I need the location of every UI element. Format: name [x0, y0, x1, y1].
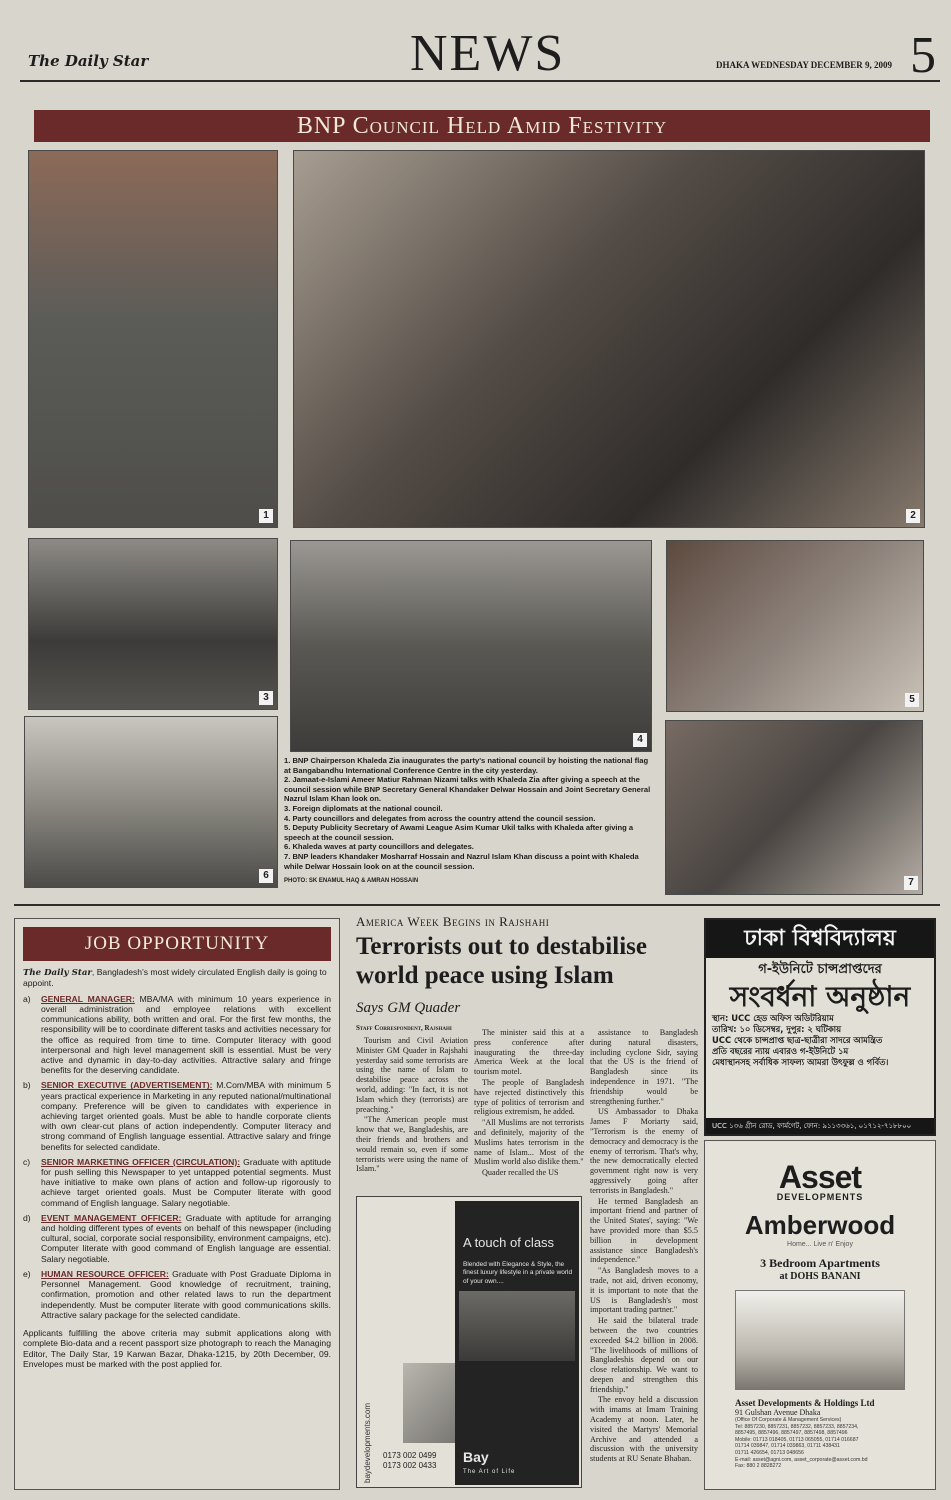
job-ad-intro — [23, 967, 331, 989]
du-ad-subtitle: গ-ইউনিটে চান্সপ্রাপ্তদের — [758, 962, 882, 977]
photo-flag-hoisting — [28, 150, 278, 528]
asset-company: Asset Developments & Holdings Ltd — [735, 1398, 875, 1408]
bay-interior-image — [459, 1291, 575, 1361]
article-headline: Terrorists out to destabilise world peace using Islam — [356, 933, 647, 989]
job-item-key: c) — [23, 1156, 31, 1167]
du-ad-footer: UCC ১৩৬ গ্রীন রোড, ফার্মগেট, ফোন: ৯১১৩৩৬১, ০১৭১২-৭১৮৮০০ — [706, 1118, 934, 1134]
section-divider — [14, 904, 940, 906]
bay-slogan: The Art of Life — [463, 1469, 516, 1475]
asset-contact-line: 8857495, 8857496, 8857497, 8857498, 8857496 — [735, 1430, 848, 1437]
job-role: EVENT MANAGEMENT OFFICER: — [41, 1212, 182, 1223]
article-paragraph: The minister said this at a press conference after inaugurating the three-day America Week at the local tourism motel. — [474, 1028, 584, 1077]
bay-headline: A touch of class — [463, 1235, 555, 1250]
asset-contact — [705, 1417, 935, 1470]
job-ad-footer: Applicants fulfilling the above criteria may submit applications along with complete Bio-data and a recent passport size photograph to reach the Managing Editor, The Daily Star, 19 Karwan Bazar, Dhaka-1215, by 20th December, 09. Envelopes must be marked with the post applied for. — [23, 1327, 331, 1370]
photo-diplomats — [28, 538, 278, 710]
photo-number: 1 — [259, 509, 273, 523]
article-paragraph: "The American people must know that we, Bangladeshis, are their friends and brothers and would remain so, even if some terrorists were using the name of Islam." — [356, 1115, 468, 1174]
photo-feature-banner: BNP Council Held Amid Festivity — [34, 110, 930, 142]
job-item-key: b) — [23, 1080, 31, 1091]
photo-number: 7 — [904, 876, 918, 890]
asset-contact-line: Tel: 8857230, 8857231, 8857232, 8857233, 8857234, — [735, 1423, 859, 1430]
job-ad-brand: The Daily Star — [23, 968, 92, 978]
job-description: Graduate with Post Graduate Diploma in Personnel Management. Good knowledge of recruitment, training, confirmation, promotion and other related laws to run the department independently. Must be computer literate with good communications skills. Attractive salary package for the selected candidate. — [41, 1268, 331, 1320]
photo-khaleda-waves — [24, 716, 278, 888]
photo-captions — [284, 756, 652, 887]
caption: 6. Khaleda waves at party councillors and delegates. — [284, 842, 474, 852]
job-role: HUMAN RESOURCE OFFICER: — [41, 1268, 169, 1279]
ucc-admission-ad — [704, 918, 936, 1136]
asset-contact-line: E-mail: asset@agni.com, asset_corporate@asset.com.bd — [735, 1456, 868, 1463]
photo-number: 6 — [259, 869, 273, 883]
bay-phones — [383, 1451, 436, 1471]
article-paragraph: US Ambassador to Dhaka James F Moriarty said, "Terrorism is the enemy of democracy and democracy is the enemy of terrorism. That's why, the new democratically elected government right now is very aggressively going after terrorists in Bangladesh." — [590, 1107, 698, 1195]
job-item-key: d) — [23, 1212, 31, 1223]
article-paragraph: "As Bangladesh moves to a trade, not aid, driven economy, it is important to note that the US is Bangladesh's most important trading partner." — [590, 1266, 698, 1315]
job-item — [23, 1080, 331, 1151]
article-paragraph: Quader recalled the US — [482, 1168, 559, 1178]
article-kicker: America Week Begins in Rajshahi — [356, 914, 550, 929]
article-subhead: Says GM Quader — [356, 1000, 461, 1016]
du-ad-line: মেধাস্থানসহ সর্বাধিক সাফল্য আমরা উৎফুল্ল ও গর্বিত। — [712, 1057, 889, 1067]
job-opportunity-ad — [14, 918, 340, 1490]
job-item — [23, 994, 331, 1076]
apartment-location: at DOHS BANANI — [779, 1271, 861, 1282]
article-paragraph: The envoy held a discussion with imams at Imam Training Academy at noon. Later, he visited the Martyrs' Memorial Archive and attended a discussion with the university students at RU Senate Bhaban. — [590, 1395, 698, 1464]
du-ad-details — [706, 1013, 934, 1068]
photo-leaders-discuss — [665, 720, 923, 895]
asset-contact-line: Fax: 880 2 8828272 — [735, 1463, 782, 1470]
article-column-3 — [590, 1028, 698, 1488]
article-paragraph: The people of Bangladesh have rejected distinctively this type of politics of terrorism and religious extremism, he added. — [474, 1077, 584, 1117]
bay-tagline: Blended with Elegance & Style, the finest luxury lifestyle in a private world of your own.... — [463, 1261, 573, 1285]
du-ad-line: প্রতি বছরের ন্যায় এবারও গ-ইউনিটে ১ম — [712, 1046, 849, 1056]
asset-logo: Asset — [778, 1159, 862, 1195]
caption: 4. Party councillors and delegates from across the country attend the council session. — [284, 813, 596, 823]
asset-contact-line: (Office Of Corporate & Management Services) — [735, 1417, 842, 1423]
caption: 5. Deputy Publicity Secretary of Awami League Asim Kumar Ukil talks with Khaleda after giving a speech at the council session. — [284, 823, 634, 842]
bay-logo: Bay — [463, 1449, 489, 1465]
job-item — [23, 1213, 331, 1264]
bay-phone: 0173 002 0499 — [383, 1451, 437, 1460]
article-paragraph: "All Muslims are not terrorists and definitely, majority of the Muslims hates terrorism in the name of Islam... Most of the Muslim world also dislike them." — [474, 1118, 584, 1167]
job-ad-intro-text: , Bangladesh's most widely circulated English daily is going to appoint. — [23, 967, 327, 989]
job-role: SENIOR EXECUTIVE (ADVERTISEMENT): — [41, 1080, 213, 1091]
article-paragraph: He said the bilateral trade between the two countries exceeded $4.2 billion in 2008. "The livelihoods of millions of Bangladeshis depend on our close relationship. We want to deepen and strengthen this friendship." — [590, 1316, 698, 1394]
job-description: M.Com/MBA with minimum 5 years practical experience in Marketing in any reputed national/multinational company. Preference will be given to candidates with experience in achieving target oriented goals. Must be able to handle corporate clients with own clear-cut plans of action independently. Computer literacy and strong command of English language essential. Attractive salary and fringe benefits for selected candidate. — [41, 1080, 331, 1152]
caption: 3. Foreign diplomats at the national council. — [284, 803, 443, 813]
asset-contact-line: 01711 426654, 01713 048656 — [735, 1449, 804, 1456]
job-description: Graduate with aptitude for push selling this Newspaper to yet untapped potential segments. Must have initiative to make own plans of action and follow-up rigorously to achieve target oriented goals. Must be Computer literate with good command of English language. Salary negotiable. — [41, 1156, 331, 1208]
job-description: MBA/MA with minimum 10 years experience in overall administration and employee relations with excellent communications ability, both written and oral. For the first few months, the responsibility will be to coordinate different tasks and activities necessary for the office as required from time to time. Computer literacy with good interpersonal and high level management skill is essential. Must be very active and dynamic in day-to-day activities. Attractive salary and fringe benefits for the deserving candidate. — [41, 993, 331, 1076]
du-ad-line: UCC থেকে চান্সপ্রাপ্ত ছাত্র-ছাত্রীরা সাদরে আমন্ত্রিত — [712, 1035, 883, 1045]
article-paragraph: He termed Bangladesh an important friend and partner of the United States', saying: "We have provided more than $5.5 billion in development assistance since Bangladesh's independence." — [590, 1196, 698, 1265]
article-byline: Staff Correspondent, Rajshahi — [356, 1024, 452, 1032]
job-description: Graduate with aptitude for arranging and holding different types of events on behalf of this newspaper (including cultural, social, corporate social responsibility, environment campaigns, etc). Computer literate with good command of English language are essential. Salary negotiable. — [41, 1212, 331, 1264]
du-ad-line: তারিখ: ১০ ডিসেম্বর, দুপুর: ২ ঘটিকায় — [712, 1024, 842, 1034]
article-paragraph: Tourism and Civil Aviation Minister GM Quader in Rajshahi yesterday said some terrorists are using the name of Islam to destabilise peace across the world, adding: "In fact, it is not Islam which they (terrorists) are preaching." — [356, 1036, 468, 1114]
photo-number: 3 — [259, 691, 273, 705]
asset-contact-line: Mobile: 01713 018405, 01713 065055, 01714 016687 — [735, 1436, 859, 1443]
apartment-interior-image — [735, 1290, 905, 1390]
amberwood-tagline: Home... Live n' Enjoy — [787, 1241, 853, 1248]
job-item-key: a) — [23, 993, 31, 1004]
du-ad-line: স্থান: UCC হেড অফিস অডিটরিয়াম — [712, 1013, 834, 1023]
asset-logo-sub: DEVELOPMENTS — [776, 1192, 864, 1202]
job-item — [23, 1157, 331, 1208]
apartment-type: 3 Bedroom Apartments — [760, 1256, 880, 1270]
page-number: 5 — [910, 27, 936, 84]
job-role: GENERAL MANAGER: — [41, 993, 135, 1004]
photo-number: 2 — [906, 509, 920, 523]
du-ad-title: ঢাকা বিশ্ববিদ্যালয় — [706, 920, 934, 958]
article-paragraph: assistance to Bangladesh during natural disasters, including cyclone Sidr, saying that the US is the friend of Bangladesh since its independence in 1971. "The friendship would be strengthening further." — [590, 1028, 698, 1106]
photo-delegates-crowd — [290, 540, 652, 752]
dateline: DHAKA WEDNESDAY DECEMBER 9, 2009 — [716, 60, 892, 70]
photo-ukil-talks — [666, 540, 924, 712]
job-role: SENIOR MARKETING OFFICER (CIRCULATION): — [41, 1156, 241, 1167]
amberwood-title: Amberwood — [744, 1210, 896, 1240]
asset-address: 91 Gulshan Avenue Dhaka — [735, 1408, 821, 1417]
photo-credit: PHOTO: SK ENAMUL HAQ & AMRAN HOSSAIN — [284, 878, 419, 885]
job-item-key: e) — [23, 1268, 31, 1279]
asset-contact-line: 01714 039847, 01714 039863, 01711 438431 — [735, 1443, 840, 1450]
photo-leaders-talk — [293, 150, 925, 528]
bay-developments-ad — [356, 1196, 582, 1488]
section-title: NEWS — [410, 25, 566, 82]
article-column-1 — [356, 1036, 468, 1175]
job-item — [23, 1269, 331, 1320]
photo-number: 5 — [905, 693, 919, 707]
masthead — [20, 20, 940, 82]
caption: 1. BNP Chairperson Khaleda Zia inaugurates the party's national council by hoisting the national flag at Bangabandhu International Conference Centre in the city yesterday. — [284, 756, 649, 775]
caption: 7. BNP leaders Khandaker Mosharraf Hossain and Nazrul Islam Khan discuss a point with Khaleda while Delwar Hossain look on at the council session. — [284, 851, 639, 871]
photo-number: 4 — [633, 733, 647, 747]
bay-website: baydevelopments.com — [363, 1402, 372, 1483]
asset-developments-ad — [704, 1140, 936, 1490]
newspaper-brand: The Daily Star — [28, 52, 149, 70]
caption: 2. Jamaat-e-Islami Ameer Matiur Rahman Nizami talks with Khaleda Zia after giving a speech at the council session while BNP Secretary General Khandaker Delwar Hossain and Joint Secretary General Nazrul Islam Khan look on. — [284, 775, 651, 804]
bay-phone: 0173 002 0433 — [383, 1461, 437, 1470]
du-ad-event: সংবর্ধনা অনুষ্ঠান — [729, 980, 911, 1013]
article-column-2 — [474, 1028, 584, 1179]
job-ad-title: JOB OPPORTUNITY — [23, 927, 331, 961]
